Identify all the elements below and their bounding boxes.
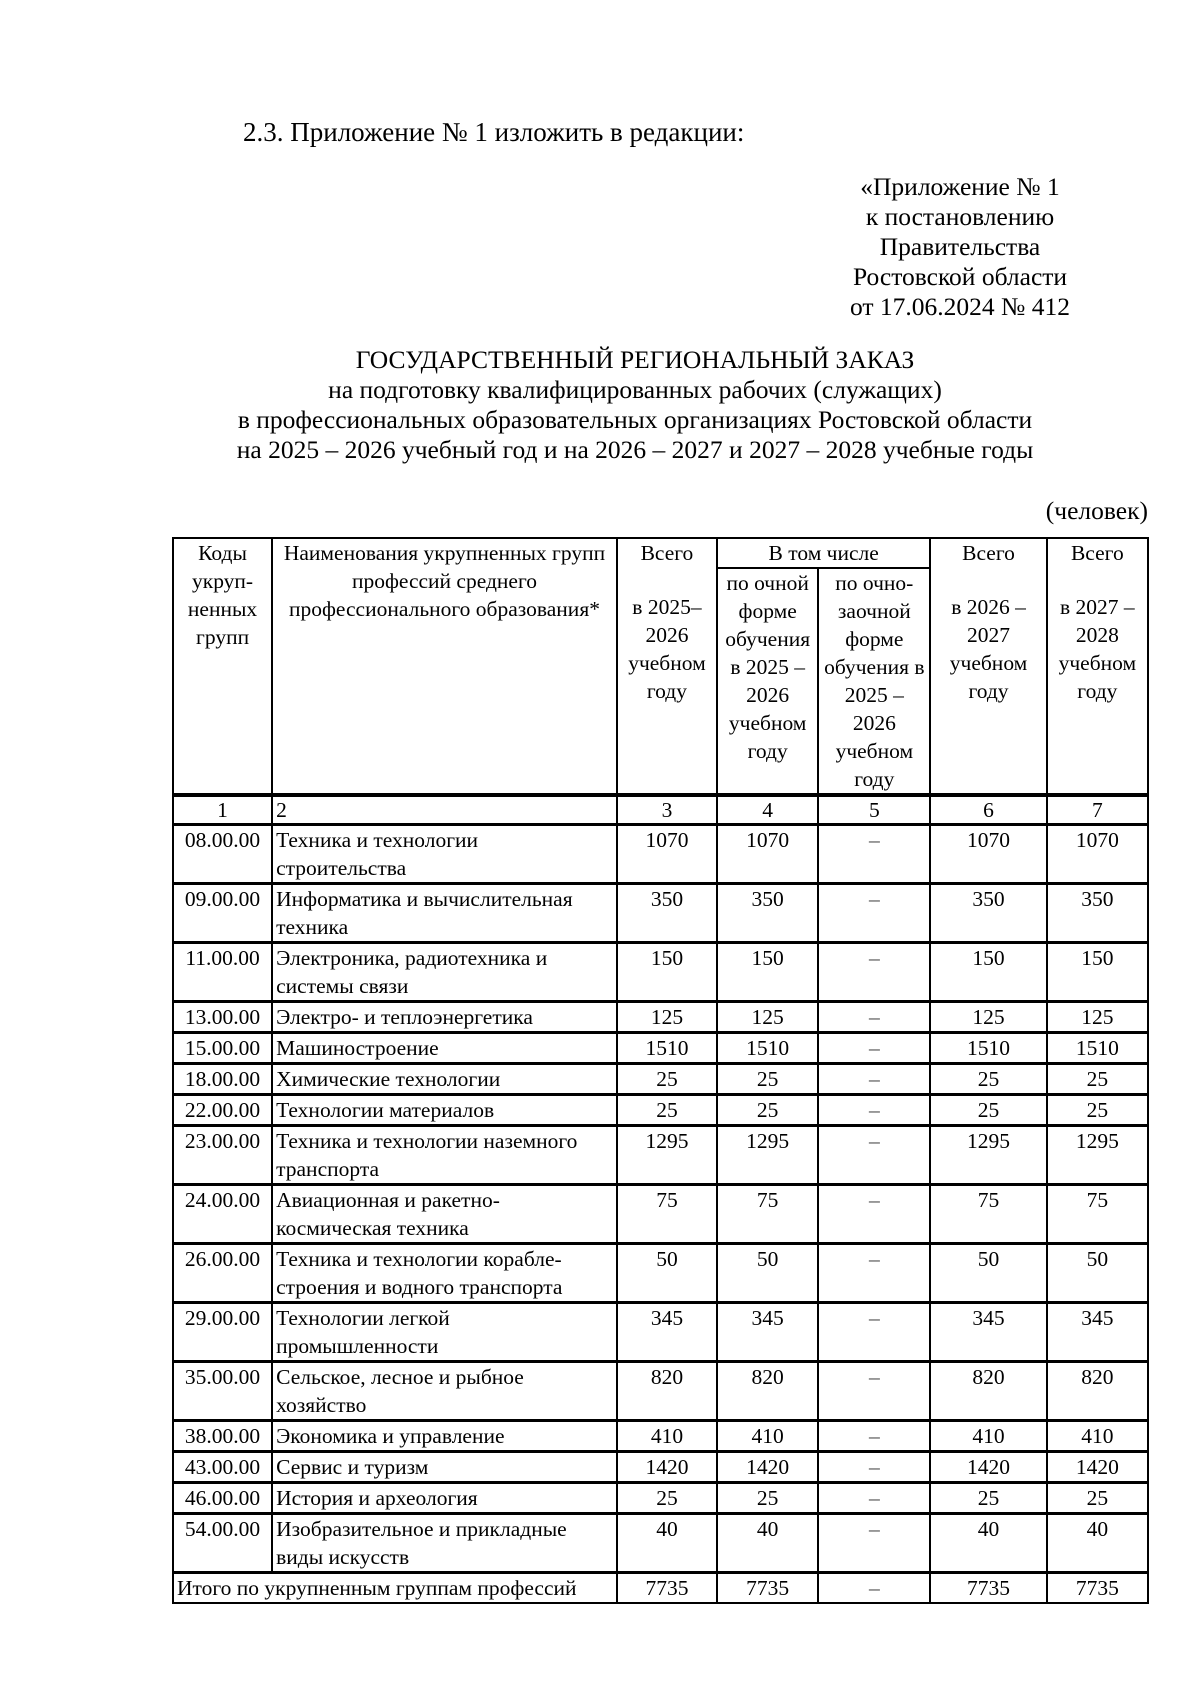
total-2026-cell: 1510: [930, 1033, 1046, 1064]
header-total-2027-top: Всего: [1070, 541, 1124, 565]
total-2025-cell: 75: [617, 1185, 717, 1244]
total-2027-cell: 820: [1047, 1362, 1148, 1421]
header-total-2026-top: Всего: [962, 541, 1015, 565]
total-c6: 7735: [930, 1573, 1046, 1604]
fulltime-cell: 25: [717, 1483, 818, 1514]
fulltime-cell: 1420: [717, 1452, 818, 1483]
total-2025-cell: 50: [617, 1244, 717, 1303]
total-2025-cell: 410: [617, 1421, 717, 1452]
total-c4: 7735: [717, 1573, 818, 1604]
header-total-2027-bottom: в 2027 – 2028 учебном году: [1058, 595, 1137, 703]
table-row: [173, 1185, 1148, 1244]
appendix-line: к постановлению: [865, 202, 1055, 231]
name-cell: Сервис и туризм: [272, 1452, 617, 1483]
document-title: [150, 345, 1120, 465]
column-number: 3: [617, 795, 717, 825]
fulltime-cell: 150: [717, 943, 818, 1002]
fulltime-cell: 75: [717, 1185, 818, 1244]
total-2025-cell: 350: [617, 884, 717, 943]
total-2027-cell: 410: [1047, 1421, 1148, 1452]
parttime-cell: –: [818, 1303, 930, 1362]
code-cell: 08.00.00: [173, 825, 272, 884]
table-row: [173, 884, 1148, 943]
appendix-line: «Приложение № 1: [860, 172, 1060, 201]
column-number: 2: [272, 795, 617, 825]
name-cell: Химические технологии: [272, 1064, 617, 1095]
table-row: [173, 1452, 1148, 1483]
fulltime-cell: 25: [717, 1095, 818, 1126]
appendix-line: Ростовской области: [852, 262, 1068, 291]
code-cell: 43.00.00: [173, 1452, 272, 1483]
name-cell: Технологии легкой промышленности: [272, 1303, 617, 1362]
parttime-cell: –: [818, 1452, 930, 1483]
table-row: [173, 1303, 1148, 1362]
code-cell: 46.00.00: [173, 1483, 272, 1514]
table-body: [173, 825, 1148, 1573]
total-2025-cell: 345: [617, 1303, 717, 1362]
total-2027-cell: 40: [1047, 1514, 1148, 1573]
total-2026-cell: 125: [930, 1002, 1046, 1033]
parttime-cell: –: [818, 884, 930, 943]
parttime-cell: –: [818, 1244, 930, 1303]
header-total-2025-top: Всего: [640, 541, 694, 565]
code-cell: 24.00.00: [173, 1185, 272, 1244]
name-cell: Техника и технологии корабле-строения и водного транспорта: [272, 1244, 617, 1303]
total-2026-cell: 1070: [930, 825, 1046, 884]
total-2025-cell: 1070: [617, 825, 717, 884]
appendix-header: [820, 172, 1100, 322]
total-2027-cell: 150: [1047, 943, 1148, 1002]
code-cell: 38.00.00: [173, 1421, 272, 1452]
parttime-cell: –: [818, 1033, 930, 1064]
total-2027-cell: 345: [1047, 1303, 1148, 1362]
parttime-cell: –: [818, 1126, 930, 1185]
header-parttime: по очно-заочной форме обучения в 2025 – 2026 учебном году: [818, 568, 930, 795]
total-2025-cell: 125: [617, 1002, 717, 1033]
fulltime-cell: 350: [717, 884, 818, 943]
fulltime-cell: 40: [717, 1514, 818, 1573]
total-2026-cell: 40: [930, 1514, 1046, 1573]
title-subtitle: на 2025 – 2026 учебный год и на 2026 – 2027 и 2027 – 2028 учебные годы: [236, 435, 1034, 464]
total-2027-cell: 25: [1047, 1095, 1148, 1126]
name-cell: Экономика и управление: [272, 1421, 617, 1452]
column-number: 5: [818, 795, 930, 825]
title-subtitle: на подготовку квалифицированных рабочих (служащих): [328, 375, 942, 404]
total-2026-cell: 150: [930, 943, 1046, 1002]
title-main: ГОСУДАРСТВЕННЫЙ РЕГИОНАЛЬНЫЙ ЗАКАЗ: [355, 345, 915, 374]
column-number: 4: [717, 795, 818, 825]
total-2027-cell: 1510: [1047, 1033, 1148, 1064]
header-total-2025-bottom: в 2025– 2026 учебном году: [628, 595, 706, 703]
total-2025-cell: 25: [617, 1095, 717, 1126]
total-2026-cell: 75: [930, 1185, 1046, 1244]
parttime-cell: –: [818, 825, 930, 884]
fulltime-cell: 25: [717, 1064, 818, 1095]
fulltime-cell: 410: [717, 1421, 818, 1452]
total-2026-cell: 410: [930, 1421, 1046, 1452]
name-cell: Изобразительное и прикладные виды искусств: [272, 1514, 617, 1573]
unit-label: (человек): [1045, 496, 1148, 525]
parttime-cell: –: [818, 1002, 930, 1033]
table-row: [173, 1002, 1148, 1033]
table-row: [173, 1244, 1148, 1303]
fulltime-cell: 820: [717, 1362, 818, 1421]
parttime-cell: –: [818, 1185, 930, 1244]
total-2026-cell: 25: [930, 1064, 1046, 1095]
column-numbers-row: [173, 795, 1148, 825]
header-total-2025: [617, 538, 717, 795]
name-cell: История и археология: [272, 1483, 617, 1514]
fulltime-cell: 50: [717, 1244, 818, 1303]
total-2025-cell: 40: [617, 1514, 717, 1573]
code-cell: 22.00.00: [173, 1095, 272, 1126]
fulltime-cell: 345: [717, 1303, 818, 1362]
table-row: [173, 1362, 1148, 1421]
title-subtitle: в профессиональных образовательных организациях Ростовской области: [237, 405, 1033, 434]
code-cell: 18.00.00: [173, 1064, 272, 1095]
total-2025-cell: 1510: [617, 1033, 717, 1064]
header-total-2026: [930, 538, 1046, 795]
code-cell: 09.00.00: [173, 884, 272, 943]
amendment-text: 2.3. Приложение № 1 изложить в редакции:: [243, 117, 745, 147]
total-2025-cell: 25: [617, 1064, 717, 1095]
name-cell: Авиационная и ракетно-космическая техника: [272, 1185, 617, 1244]
table-row: [173, 1095, 1148, 1126]
column-number: 6: [930, 795, 1046, 825]
parttime-cell: –: [818, 943, 930, 1002]
fulltime-cell: 125: [717, 1002, 818, 1033]
total-2027-cell: 25: [1047, 1483, 1148, 1514]
code-cell: 26.00.00: [173, 1244, 272, 1303]
code-cell: 23.00.00: [173, 1126, 272, 1185]
table-row: [173, 943, 1148, 1002]
total-2027-cell: 1295: [1047, 1126, 1148, 1185]
total-2027-cell: 75: [1047, 1185, 1148, 1244]
table-row: [173, 825, 1148, 884]
total-2026-cell: 820: [930, 1362, 1046, 1421]
fulltime-cell: 1295: [717, 1126, 818, 1185]
table-row: [173, 1421, 1148, 1452]
header-fulltime: по очной форме обучения в 2025 – 2026 учебном году: [717, 568, 818, 795]
name-cell: Электроника, радиотехника и системы связи: [272, 943, 617, 1002]
total-2026-cell: 1295: [930, 1126, 1046, 1185]
total-2027-cell: 350: [1047, 884, 1148, 943]
total-2025-cell: 820: [617, 1362, 717, 1421]
table-row: [173, 1126, 1148, 1185]
fulltime-cell: 1070: [717, 825, 818, 884]
code-cell: 11.00.00: [173, 943, 272, 1002]
fulltime-cell: 1510: [717, 1033, 818, 1064]
parttime-cell: –: [818, 1362, 930, 1421]
total-c5: –: [818, 1573, 930, 1604]
total-2026-cell: 25: [930, 1095, 1046, 1126]
header-total-2027: [1047, 538, 1148, 795]
name-cell: Электро- и теплоэнергетика: [272, 1002, 617, 1033]
header-total-2026-bottom: в 2026 – 2027 учебном году: [949, 595, 1028, 703]
total-c3: 7735: [617, 1573, 717, 1604]
header-codes: Коды укруп-ненных групп: [173, 538, 272, 795]
total-2025-cell: 25: [617, 1483, 717, 1514]
total-2026-cell: 1420: [930, 1452, 1046, 1483]
total-2025-cell: 1295: [617, 1126, 717, 1185]
table-row: [173, 1483, 1148, 1514]
code-cell: 13.00.00: [173, 1002, 272, 1033]
parttime-cell: –: [818, 1095, 930, 1126]
name-cell: Техника и технологии наземного транспорта: [272, 1126, 617, 1185]
total-2026-cell: 345: [930, 1303, 1046, 1362]
table-row: [173, 1514, 1148, 1573]
appendix-line: Правительства: [879, 232, 1041, 261]
parttime-cell: –: [818, 1421, 930, 1452]
order-table: [172, 537, 1149, 1604]
name-cell: Машиностроение: [272, 1033, 617, 1064]
total-2027-cell: 125: [1047, 1002, 1148, 1033]
code-cell: 29.00.00: [173, 1303, 272, 1362]
total-row: [173, 1573, 1148, 1604]
total-2027-cell: 25: [1047, 1064, 1148, 1095]
total-2027-cell: 1420: [1047, 1452, 1148, 1483]
code-cell: 35.00.00: [173, 1362, 272, 1421]
table-row: [173, 1033, 1148, 1064]
total-2027-cell: 50: [1047, 1244, 1148, 1303]
name-cell: Сельское, лесное и рыбное хозяйство: [272, 1362, 617, 1421]
parttime-cell: –: [818, 1514, 930, 1573]
total-2026-cell: 50: [930, 1244, 1046, 1303]
total-2025-cell: 1420: [617, 1452, 717, 1483]
total-2026-cell: 350: [930, 884, 1046, 943]
total-c7: 7735: [1047, 1573, 1148, 1604]
total-2025-cell: 150: [617, 943, 717, 1002]
total-2027-cell: 1070: [1047, 825, 1148, 884]
column-number: 7: [1047, 795, 1148, 825]
name-cell: Техника и технологии строительства: [272, 825, 617, 884]
code-cell: 54.00.00: [173, 1514, 272, 1573]
name-cell: Технологии материалов: [272, 1095, 617, 1126]
parttime-cell: –: [818, 1483, 930, 1514]
header-including: В том числе: [717, 538, 930, 568]
total-2026-cell: 25: [930, 1483, 1046, 1514]
parttime-cell: –: [818, 1064, 930, 1095]
total-label: Итого по укрупненным группам профессий: [173, 1573, 617, 1604]
header-names: Наименования укрупненных групп профессий среднего профессионального образования*: [272, 538, 617, 795]
code-cell: 15.00.00: [173, 1033, 272, 1064]
table-row: [173, 1064, 1148, 1095]
name-cell: Информатика и вычислительная техника: [272, 884, 617, 943]
column-number: 1: [173, 795, 272, 825]
appendix-line: от 17.06.2024 № 412: [849, 292, 1070, 321]
